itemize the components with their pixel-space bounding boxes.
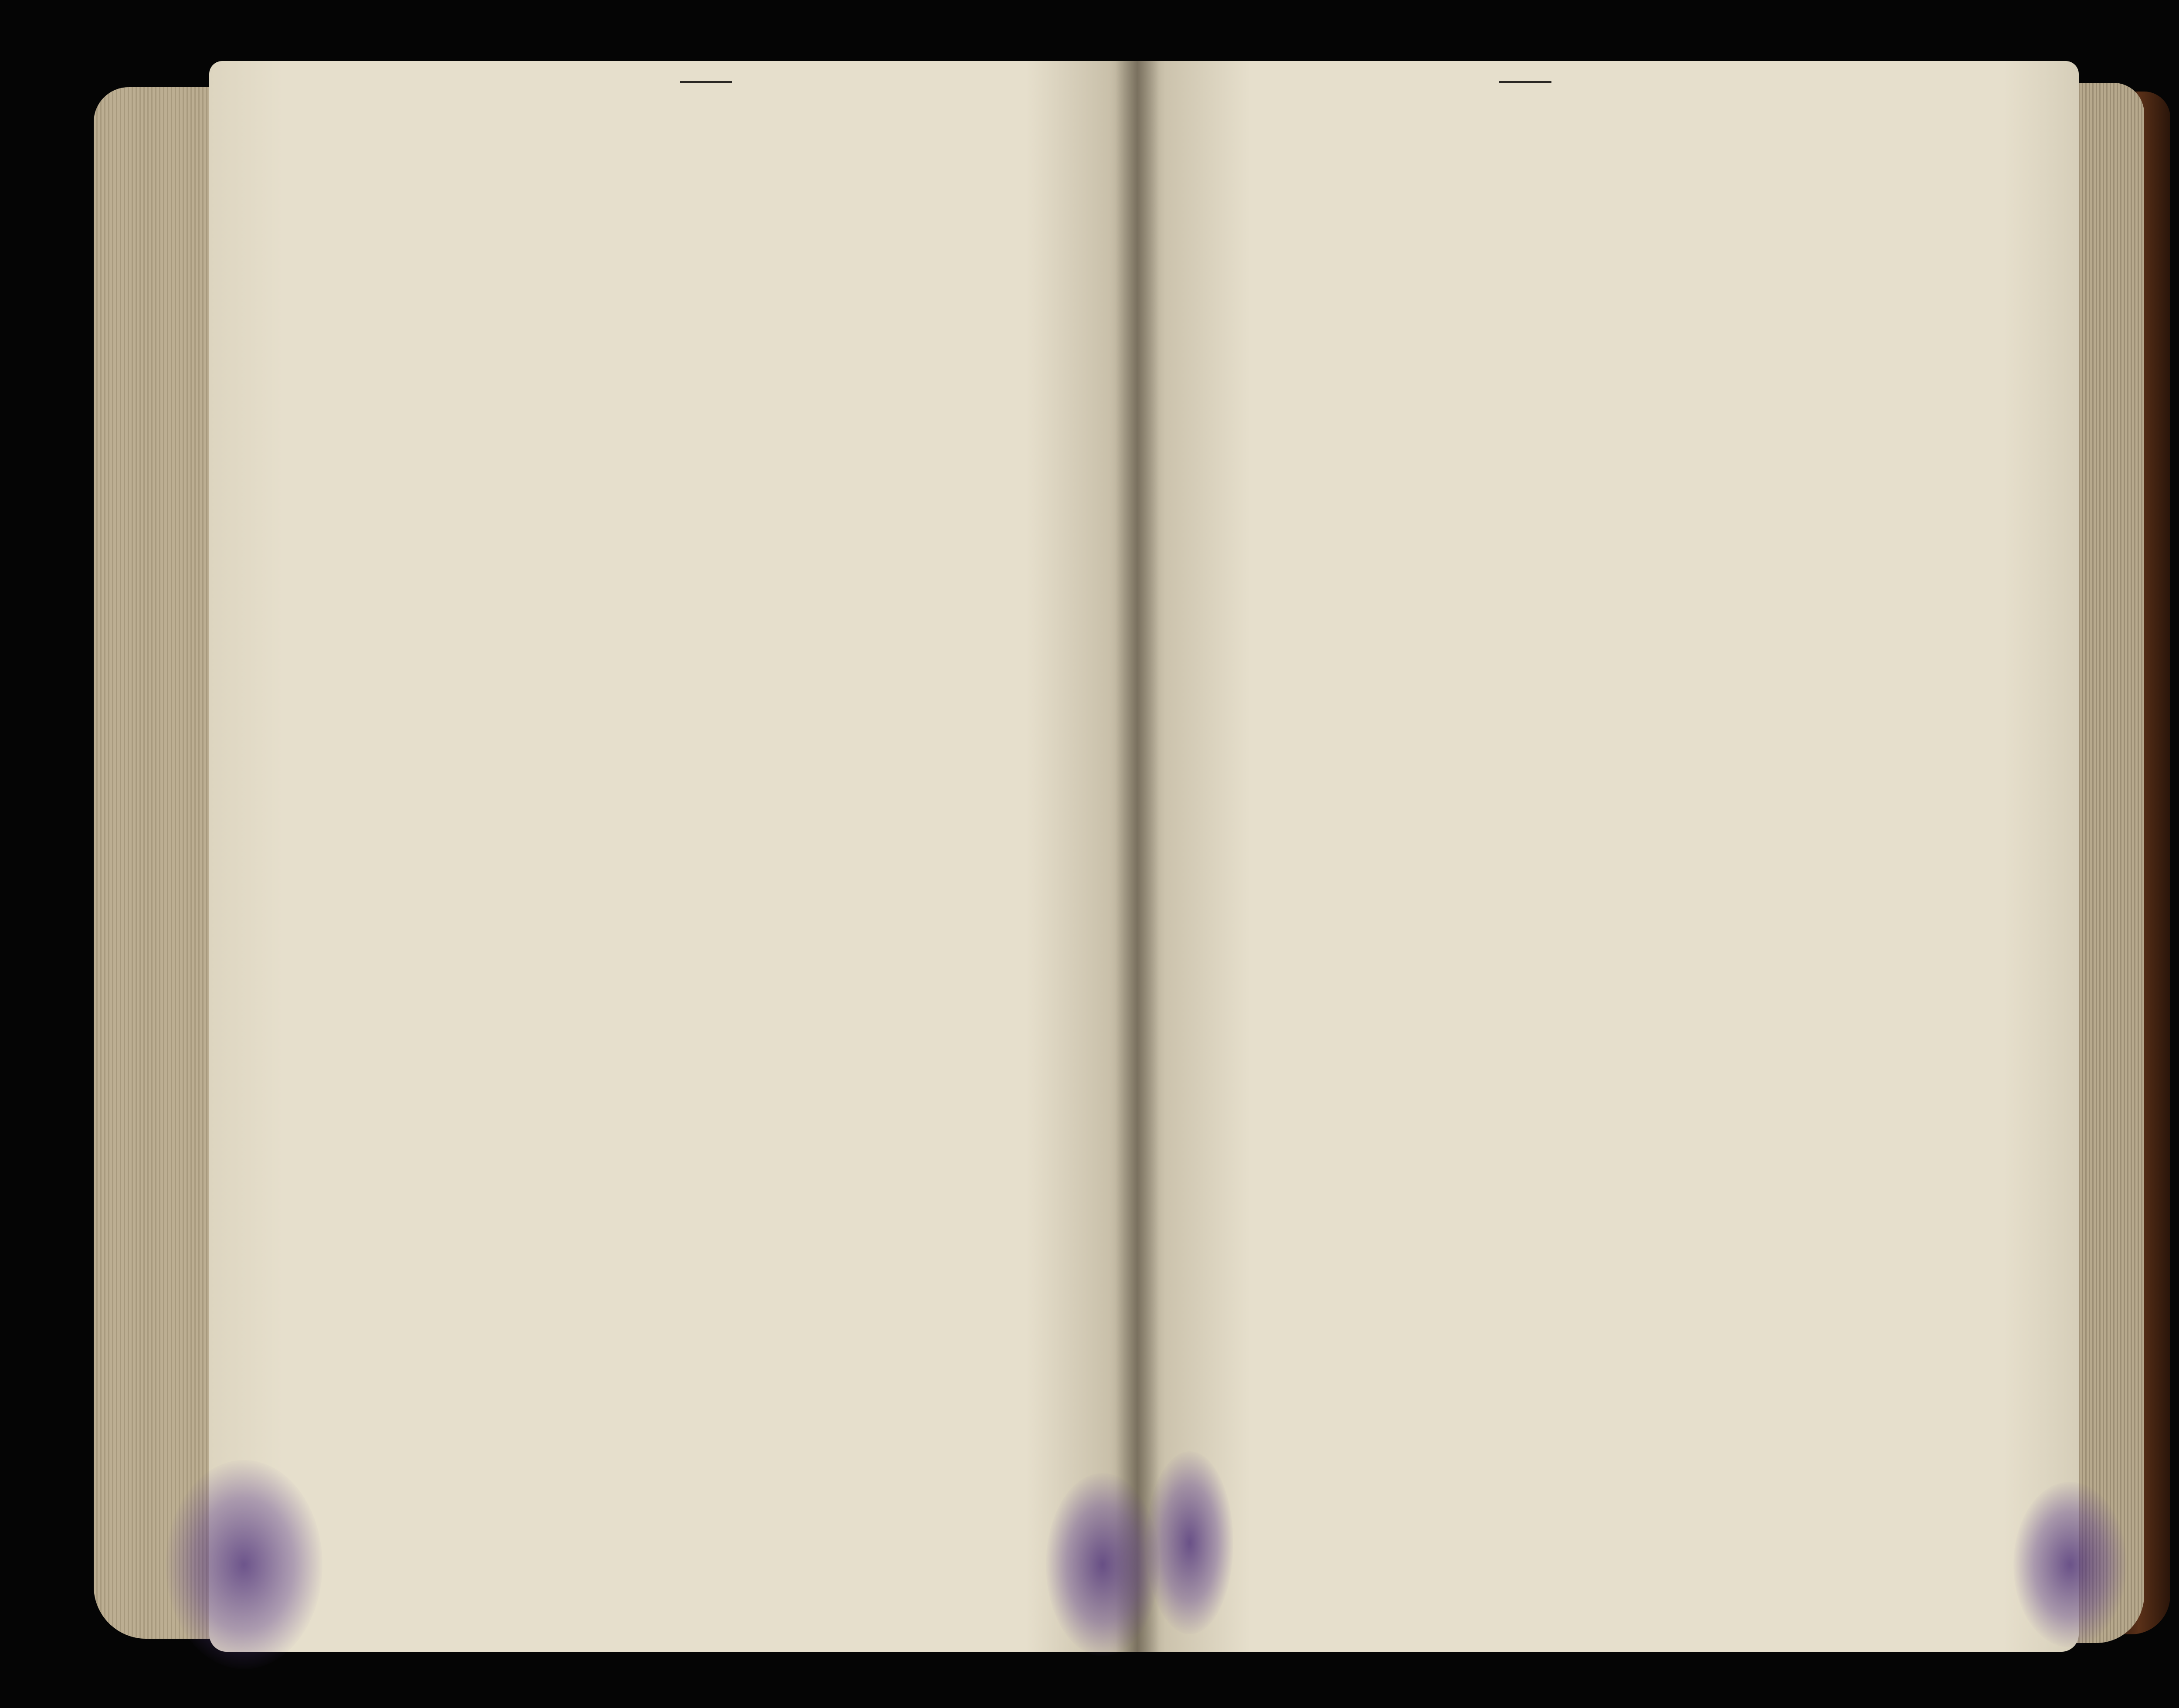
right-page: [1137, 61, 2079, 1652]
ink-stain-left: [166, 1460, 322, 1669]
book-page-edges-left: [94, 87, 224, 1639]
ink-stain-right: [2013, 1482, 2127, 1647]
page-number-right: [1499, 78, 1551, 83]
book-gutter: [1116, 61, 1159, 1652]
ink-stain-center-right: [1146, 1451, 1233, 1634]
page-number-left: [680, 78, 732, 83]
ink-stain-center-left: [1046, 1473, 1159, 1656]
left-page: [209, 61, 1137, 1652]
